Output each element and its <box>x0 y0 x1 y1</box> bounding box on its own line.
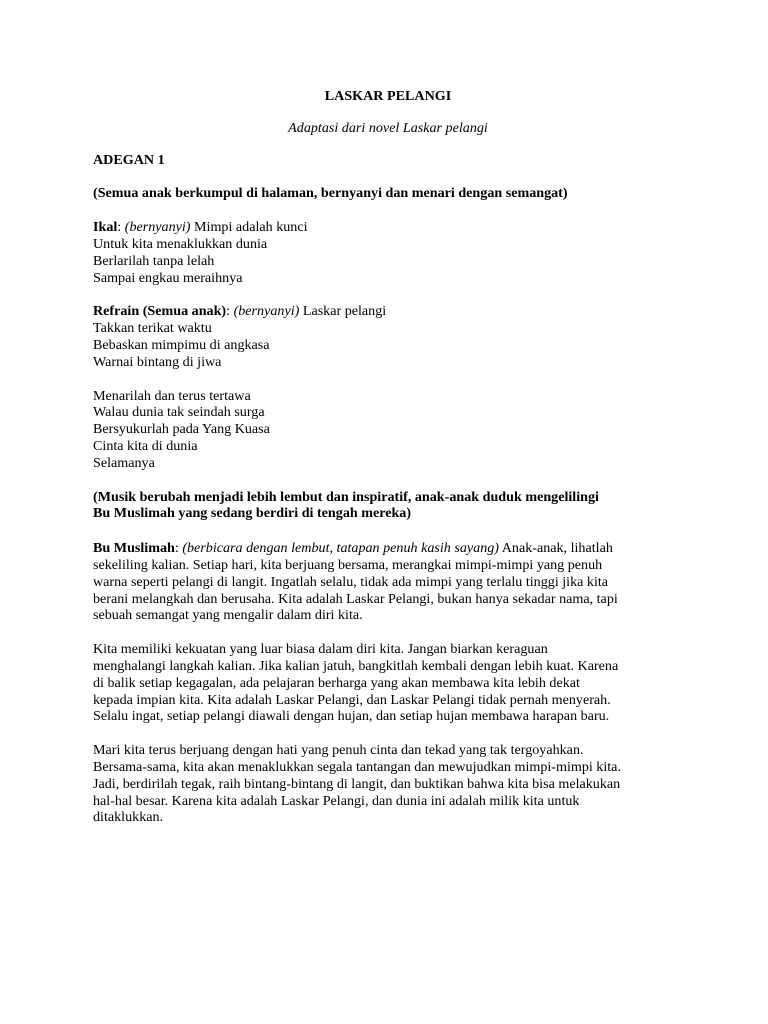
speech-line: Bersama-sama, kita akan menaklukkan segala tantangan dan mewujudkan mimpi-mimpi kita. <box>93 758 621 775</box>
speech-line: Selalu ingat, setiap pelangi diawali dengan hujan, dan setiap hujan membawa harapan baru. <box>93 708 610 725</box>
speech-line: menghalangi langkah kalian. Jika kalian jatuh, bangkitlah kembali dengan lebih kuat. Karena <box>93 657 619 674</box>
lyric-line: Berlarilah tanpa lelah <box>93 252 215 269</box>
lyric-line: Bersyukurlah pada Yang Kuasa <box>93 421 270 438</box>
lyric-line: Mimpi adalah kunci <box>190 219 308 236</box>
colon: : <box>226 303 234 320</box>
lyric-line: Selamanya <box>93 454 155 471</box>
lyric-line: Walau dunia tak seindah surga <box>93 404 265 421</box>
stage-direction-line: Bu Muslimah yang sedang berdiri di tengah mereka) <box>93 505 412 522</box>
speech-line: Mari kita terus berjuang dengan hati yang penuh cinta dan tekad yang tak tergoyahkan. <box>93 742 584 759</box>
speech-first-line <box>93 540 683 557</box>
speaker-name: Ikal <box>93 219 118 236</box>
bu-muslimah-paragraph-1 <box>93 540 683 624</box>
speaker-direction: (berbicara dengan lembut, tatapan penuh kasih sayang) <box>182 540 499 557</box>
document-subtitle: Adaptasi dari novel Laskar pelangi <box>288 119 488 136</box>
refrain-verse <box>93 303 683 370</box>
speaker-direction: (bernyanyi) <box>233 303 300 320</box>
speech-line: warna seperti pelangi di langit. Ingatlah selalu, tidak ada mimpi yang terlalu tinggi jika kita <box>93 573 609 590</box>
speech-line: ditaklukkan. <box>93 809 164 826</box>
stage-direction <box>93 489 683 523</box>
second-verse <box>93 388 683 472</box>
document-page <box>93 88 683 843</box>
ikal-verse <box>93 219 683 286</box>
speech-line: sebuah semangat yang mengalir dalam diri kita. <box>93 607 363 624</box>
lyric-line: Warnai bintang di jiwa <box>93 353 222 370</box>
document-title: LASKAR PELANGI <box>324 88 452 104</box>
ikal-first-line <box>93 219 683 236</box>
stage-direction-line: (Musik berubah menjadi lebih lembut dan inspiratif, anak-anak duduk mengelilingi <box>93 488 599 505</box>
speech-line: sekeliling kalian. Setiap hari, kita berjuang bersama, merangkai mimpi-mimpi yang penuh <box>93 556 603 573</box>
lyric-line: Untuk kita menaklukkan dunia <box>93 235 268 252</box>
speech-text: Anak-anak, lihatlah <box>498 540 613 557</box>
lyric-line: Menarilah dan terus tertawa <box>93 387 251 404</box>
speech-line: Kita memiliki kekuatan yang luar biasa dalam diri kita. Jangan biarkan keraguan <box>93 641 548 658</box>
stage-direction: (Semua anak berkumpul di halaman, bernyanyi dan menari dengan semangat) <box>93 185 568 202</box>
bu-muslimah-paragraph-3 <box>93 742 683 826</box>
lyric-line: Sampai engkau meraihnya <box>93 269 243 286</box>
speaker-name: Bu Muslimah <box>93 540 175 557</box>
lyric-line: Takkan terikat waktu <box>93 320 212 337</box>
scene-heading: ADEGAN 1 <box>93 151 165 168</box>
speech-line: di balik setiap kegagalan, ada pelajaran berharga yang akan membawa kita lebih dekat <box>93 674 580 691</box>
bu-muslimah-paragraph-2 <box>93 641 683 725</box>
lyric-line: Bebaskan mimpimu di angkasa <box>93 336 270 353</box>
speech-line: Jadi, berdirilah tegak, raih bintang-bintang di langit, dan buktikan bahwa kita bisa melakukan <box>93 775 621 792</box>
speech-line: berani melangkah dan berusaha. Kita adalah Laskar Pelangi, bukan hanya sekadar nama, tapi <box>93 590 618 607</box>
lyric-line: Cinta kita di dunia <box>93 437 198 454</box>
speaker-direction: (bernyanyi) <box>124 219 191 236</box>
speech-line: kepada impian kita. Kita adalah Laskar Pelangi, dan Laskar Pelangi tidak pernah menyerah. <box>93 691 611 708</box>
refrain-first-line <box>93 303 683 320</box>
speech-line: hal-hal besar. Karena kita adalah Laskar Pelangi, dan dunia ini adalah milik kita untuk <box>93 792 580 809</box>
colon: : <box>117 219 125 236</box>
speaker-name: Refrain (Semua anak) <box>93 303 227 320</box>
colon: : <box>174 540 183 557</box>
lyric-line: Laskar pelangi <box>299 303 387 320</box>
